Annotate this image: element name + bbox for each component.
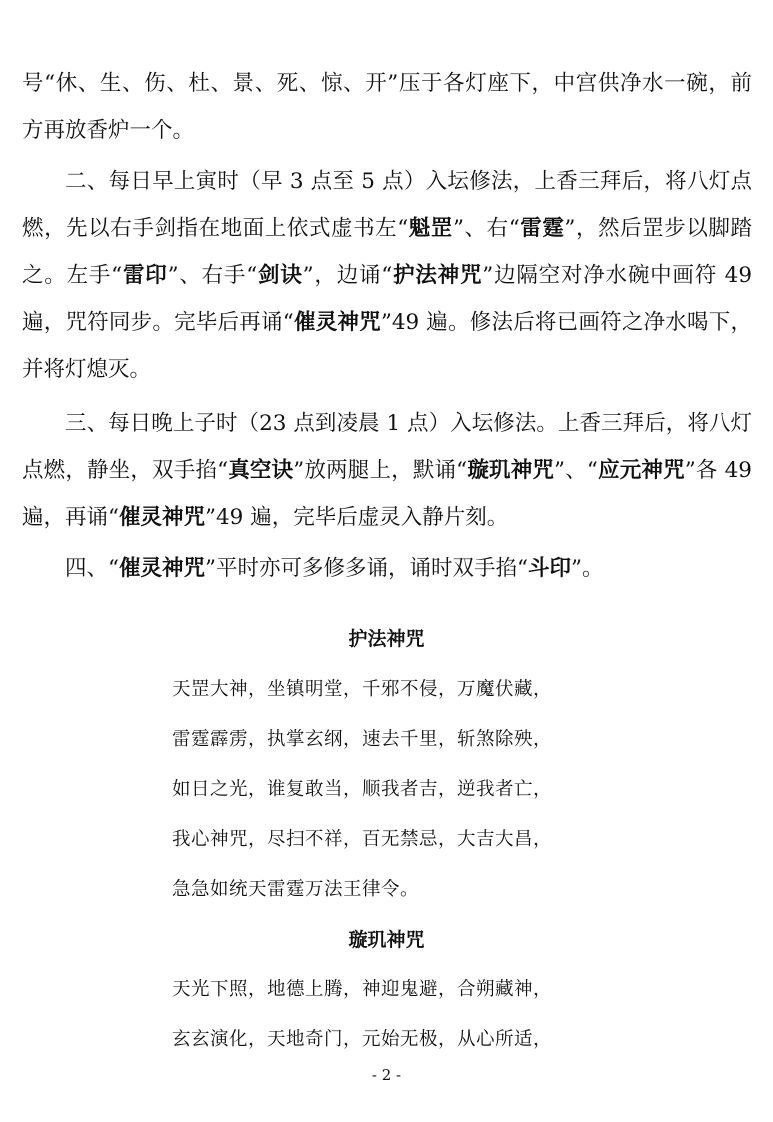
body-text: ”边隔空对净水碗中画符 49 遍，咒符同步。完毕后再诵“ bbox=[22, 263, 752, 335]
section-title-xuanji: 璇玑神咒 bbox=[348, 929, 425, 951]
paragraph-3 bbox=[22, 400, 752, 541]
body-text: ”49 遍，完毕后虚灵入静片刻。 bbox=[205, 505, 509, 530]
mantra-line: 我心神咒，尽扫不祥，百无禁忌，大吉大昌， bbox=[172, 829, 553, 850]
body-text: ”平时亦可多修多诵，诵时双手掐“ bbox=[205, 556, 529, 581]
keyword-text: 催灵神咒 bbox=[119, 556, 206, 581]
body-text: ”、“ bbox=[554, 458, 598, 483]
mantra-line: 如日之光，谁复敢当，顺我者吉，逆我者亡， bbox=[172, 779, 553, 800]
keyword-text: 剑诀 bbox=[257, 263, 303, 288]
body-text: ”49 遍。修法后将已画符之净水喝下，并将灯熄灭。 bbox=[22, 310, 752, 382]
body-text: ”、右“ bbox=[452, 216, 520, 241]
mantra-block-hufa bbox=[172, 665, 752, 915]
body-text: 二、每日早上寅时（早 3 点至 5 点）入坛修法，上香三拜后，将八灯点燃，先以右手剑指在地面上依式虚书左“ bbox=[22, 169, 752, 241]
mantra-line: 玄玄演化，天地奇门，元始无极，从心所适， bbox=[172, 1029, 553, 1050]
body-text: 三、每日晚上子时（23 点到凌晨 1 点）入坛修法。上香三拜后，将八灯点燃，静坐，双手掐“ bbox=[22, 411, 752, 483]
keyword-text: 应元神咒 bbox=[597, 458, 685, 483]
mantra-line: 雷霆霹雳，执掌玄纲，速去千里，斩煞除殃， bbox=[172, 729, 553, 750]
body-text: ”，然后罡步以脚踏之。左手“ bbox=[22, 216, 752, 288]
keyword-text: 斗印 bbox=[528, 556, 572, 581]
keyword-text: 催灵神咒 bbox=[293, 310, 381, 335]
page-number: - 2 - bbox=[371, 1066, 402, 1084]
body-text: ”各 49 遍，再诵“ bbox=[22, 458, 752, 530]
body-text: 四、“ bbox=[65, 556, 119, 581]
keyword-text: 雷霆 bbox=[519, 216, 565, 241]
body-text: ”放两腿上，默诵“ bbox=[293, 458, 468, 483]
body-text: ”。 bbox=[571, 556, 604, 581]
body-text: ”、右手“ bbox=[167, 263, 258, 288]
keyword-text: 魁罡 bbox=[408, 216, 453, 241]
mantra-block-xuanji bbox=[172, 965, 752, 1065]
keyword-text: 璇玑神咒 bbox=[467, 458, 555, 483]
keyword-text: 护法神咒 bbox=[392, 263, 483, 288]
paragraph-2 bbox=[22, 158, 752, 393]
keyword-text: 催灵神咒 bbox=[119, 505, 206, 530]
section-title-hufa: 护法神咒 bbox=[348, 628, 425, 650]
mantra-line: 急急如统天雷霆万法王律令。 bbox=[172, 879, 420, 900]
mantra-line: 天光下照，地德上腾，神迎鬼避，合朔藏神， bbox=[172, 979, 553, 1000]
paragraph-1 bbox=[22, 60, 752, 154]
body-text: 号“休、生、伤、杜、景、死、惊、开”压于各灯座下，中宫供净水一碗，前方再放香炉一个。 bbox=[22, 71, 752, 143]
mantra-line: 天罡大神，坐镇明堂，千邪不侵，万魔伏藏， bbox=[172, 679, 553, 700]
keyword-text: 雷印 bbox=[122, 263, 168, 288]
paragraph-4 bbox=[22, 545, 752, 592]
keyword-text: 真空诀 bbox=[228, 458, 294, 483]
body-text: ”，边诵“ bbox=[302, 263, 393, 288]
